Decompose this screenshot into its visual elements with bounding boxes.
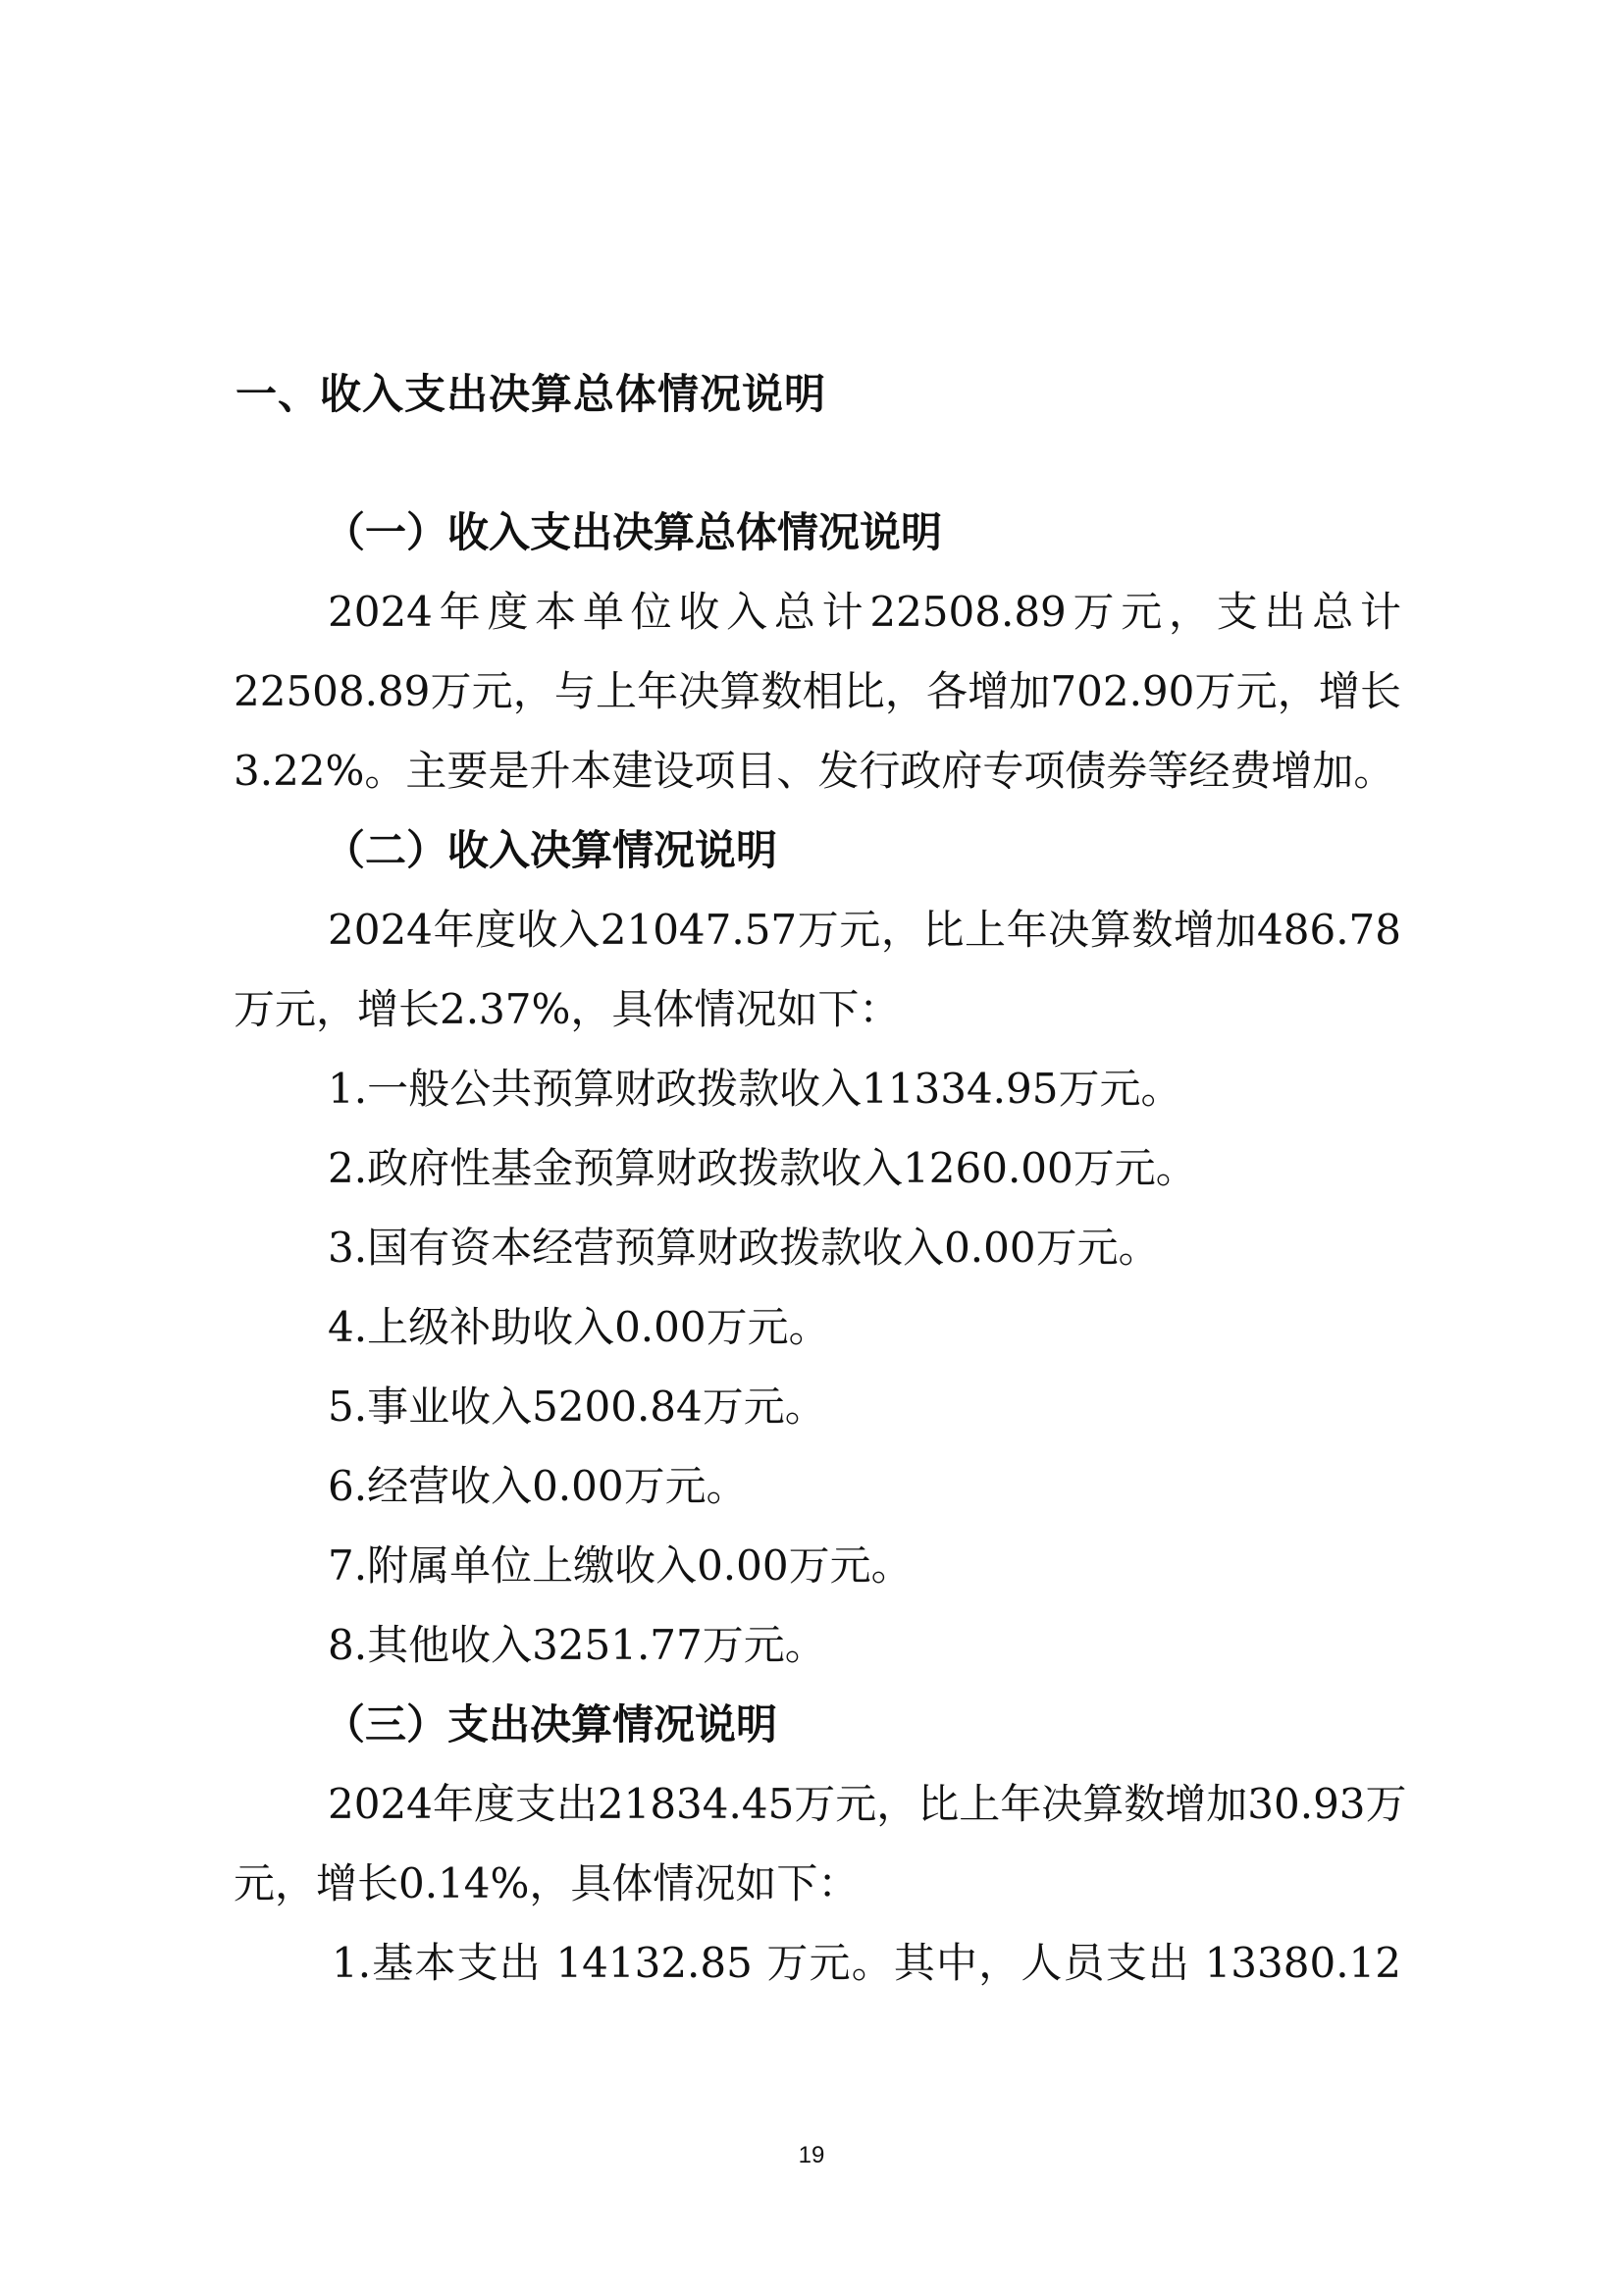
paragraph-line: 2024年度支出21834.45万元，比上年决算数增加30.93万 <box>328 1780 1407 1828</box>
paragraph-line: 22508.89万元，与上年决算数相比，各增加702.90万元，增长 <box>234 667 1401 715</box>
list-item: 4.上级补助收入0.00万元。 <box>328 1303 830 1351</box>
paragraph-line: 2024年度本单位收入总计22508.89万元，支出总计 <box>328 588 1401 636</box>
paragraph-line: 元，增长0.14%，具体情况如下： <box>234 1859 860 1907</box>
list-item: 5.事业收入5200.84万元。 <box>328 1383 826 1431</box>
subsection-title-2: （二）收入决算情况说明 <box>324 826 778 874</box>
subsection-title-3: （三）支出决算情况说明 <box>324 1700 778 1748</box>
list-item: 1.一般公共预算财政拨款收入11334.95万元。 <box>328 1065 1182 1113</box>
list-item: 3.国有资本经营预算财政拨款收入0.00万元。 <box>328 1224 1160 1272</box>
list-item: 2.政府性基金预算财政拨款收入1260.00万元。 <box>328 1144 1197 1192</box>
paragraph-line: 1.基本支出 14132.85 万元。其中，人员支出 13380.12 <box>332 1939 1401 1987</box>
page-number: 19 <box>798 2142 825 2168</box>
list-item: 8.其他收入3251.77万元。 <box>328 1621 826 1669</box>
paragraph-line: 万元，增长2.37%，具体情况如下： <box>234 985 901 1033</box>
list-item: 7.附属单位上缴收入0.00万元。 <box>328 1541 913 1590</box>
paragraph-line: 2024年度收入21047.57万元，比上年决算数增加486.78 <box>328 906 1401 954</box>
section-heading: 一、收入支出决算总体情况说明 <box>236 370 827 418</box>
list-item: 6.经营收入0.00万元。 <box>328 1462 748 1510</box>
paragraph-line: 3.22%。主要是升本建设项目、发行政府专项债券等经费增加。 <box>234 747 1395 795</box>
subsection-title-1: （一）收入支出决算总体情况说明 <box>324 508 943 556</box>
